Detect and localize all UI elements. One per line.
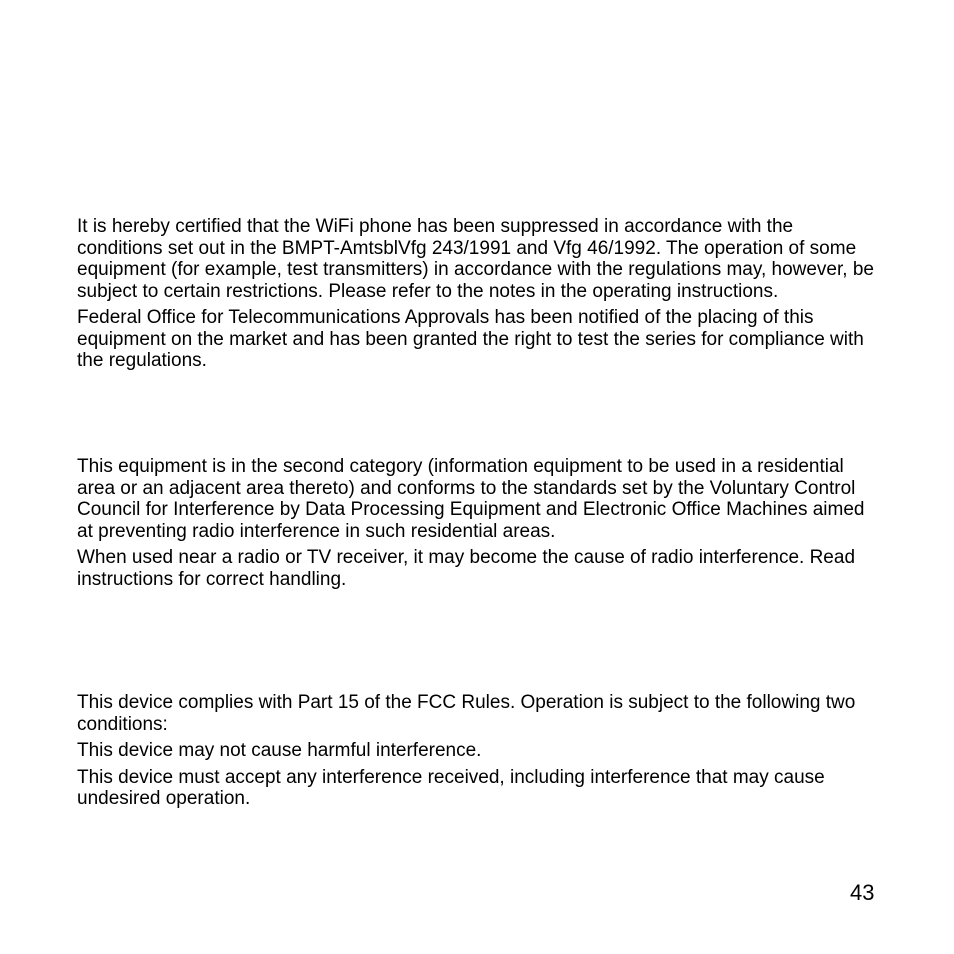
fcc-section bbox=[77, 692, 877, 815]
fcc-compliance-paragraph: This device complies with Part 15 of the FCC Rules. Operation is subject to the following two conditions: bbox=[77, 692, 856, 735]
fcc-condition-2: This device must accept any interference received, including interference that may cause undesired operation. bbox=[77, 766, 825, 809]
radio-interference-paragraph: When used near a radio or TV receiver, it may become the cause of radio interference. Read instructions for correct handling. bbox=[77, 547, 856, 590]
equipment-category-paragraph: This equipment is in the second category (information equipment to be used in a residential area or an adjacent area thereto) and conforms to the standards set by the Voluntary Control Council for Interference by Data Processing Equipment and Electronic Office Machines aimed at preventing radio interference in such residential areas. bbox=[77, 456, 865, 542]
page-number: 43 bbox=[850, 880, 875, 905]
fcc-condition-1: This device may not cause harmful interference. bbox=[77, 740, 482, 761]
certification-paragraph: It is hereby certified that the WiFi phone has been suppressed in accordance with the conditions set out in the BMPT-AmtsblVfg 243/1991 and Vfg 46/1992. The operation of some equipment (for example, test transmitters) in accordance with the regulations may, however, be subject to certain restrictions. Please refer to the notes in the operating instructions. bbox=[77, 216, 874, 302]
germany-certification-section bbox=[77, 216, 877, 377]
vcci-section bbox=[77, 456, 877, 595]
approval-notification-paragraph: Federal Office for Telecommunications Approvals has been notified of the placing of this equipment on the market and has been granted the right to test the series for compliance with the regulations. bbox=[77, 307, 864, 371]
